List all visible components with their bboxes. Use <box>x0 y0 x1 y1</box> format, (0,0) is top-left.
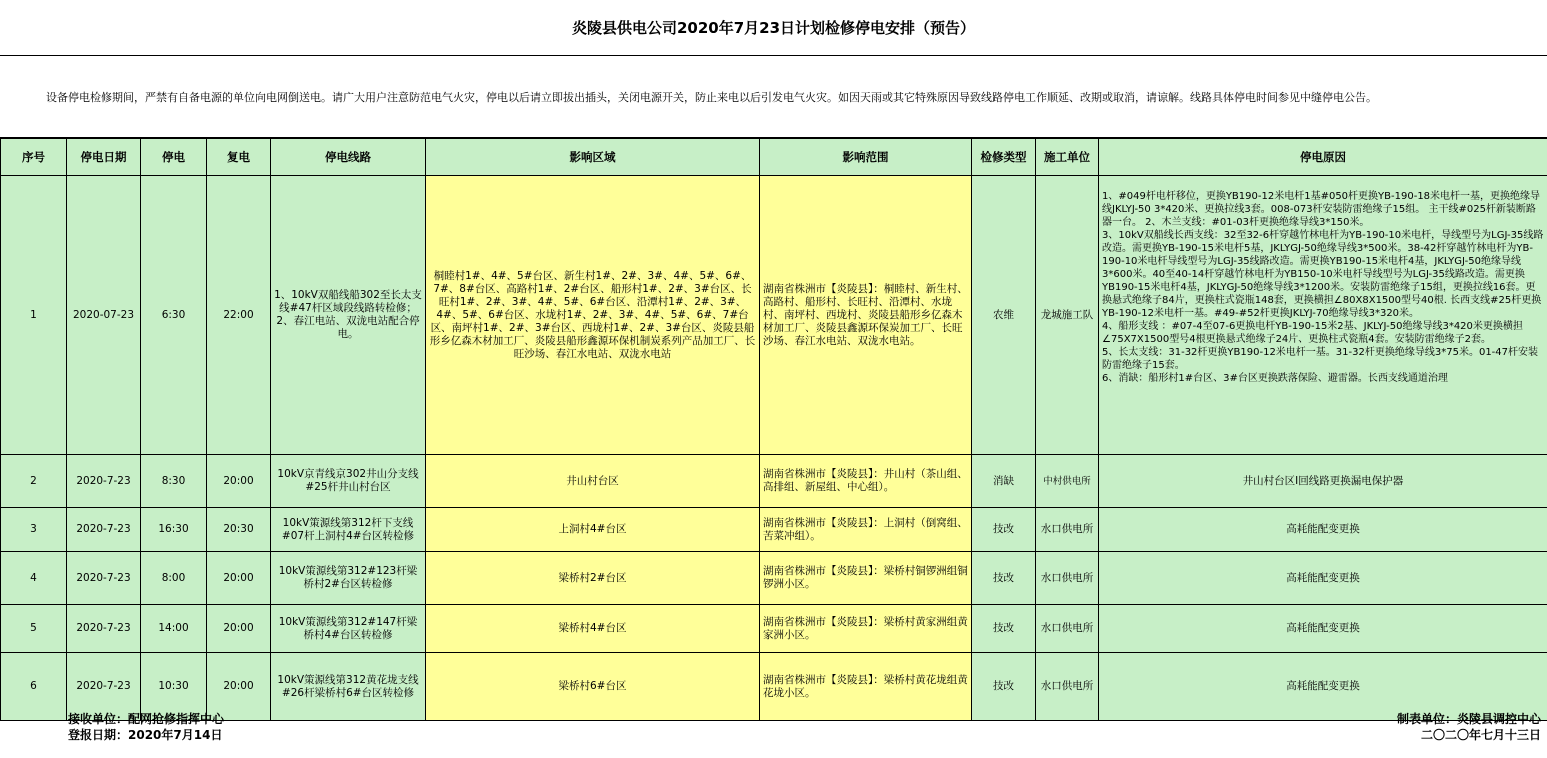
header-no: 序号 <box>1 139 67 176</box>
cell-line: 1、10kV双船线船302至长太支线#47杆区域段线路转检修；2、春江电站、双泷电站配合停电。 <box>271 176 426 455</box>
cell-no: 5 <box>1 605 67 653</box>
table-row <box>1 176 1547 455</box>
receiver-unit: 接收单位：配网抢修指挥中心 <box>68 712 225 726</box>
cell-area: 井山村台区 <box>426 455 760 508</box>
header-range: 影响范围 <box>760 139 972 176</box>
cell-on: 22:00 <box>207 176 271 455</box>
footer-left <box>68 711 224 743</box>
cell-unit: 水口供电所 <box>1036 552 1099 605</box>
footer-right <box>1397 711 1541 743</box>
cell-range: 湖南省株洲市【炎陵县】：井山村（茶山组、高排组、新屋组、中心组）。 <box>760 455 972 508</box>
cell-off: 16:30 <box>141 508 207 552</box>
table-header-row <box>1 139 1547 176</box>
cell-type: 消缺 <box>972 455 1036 508</box>
cell-unit: 水口供电所 <box>1036 508 1099 552</box>
table-row <box>1 552 1547 605</box>
cell-no: 2 <box>1 455 67 508</box>
cell-range: 湖南省株洲市【炎陵县】：梁桥村铜锣洲组铜锣洲小区。 <box>760 552 972 605</box>
cell-reason: 井山村台区I回线路更换漏电保护器 <box>1099 455 1547 508</box>
cell-type: 农维 <box>972 176 1036 455</box>
cell-off: 8:00 <box>141 552 207 605</box>
cell-unit: 水口供电所 <box>1036 653 1099 721</box>
cell-reason: 高耗能配变更换 <box>1099 653 1547 721</box>
cell-area: 梁桥村2#台区 <box>426 552 760 605</box>
cell-on: 20:00 <box>207 455 271 508</box>
header-off: 停电 <box>141 139 207 176</box>
cell-area: 梁桥村4#台区 <box>426 605 760 653</box>
cell-reason: 高耗能配变更换 <box>1099 508 1547 552</box>
cell-no: 4 <box>1 552 67 605</box>
cell-date: 2020-07-23 <box>67 176 141 455</box>
cell-type: 技改 <box>972 653 1036 721</box>
header-date: 停电日期 <box>67 139 141 176</box>
cell-date: 2020-7-23 <box>67 605 141 653</box>
cell-line: 10kV京青线京302井山分支线#25杆井山村台区 <box>271 455 426 508</box>
cell-line: 10kV策源线第312黄花垅支线#26杆梁桥村6#台区转检修 <box>271 653 426 721</box>
cell-area: 上洞村4#台区 <box>426 508 760 552</box>
table-row <box>1 605 1547 653</box>
cell-reason: 1、#049杆电杆移位，更换YB190-12米电杆1基#050杆更换YB-190-18米电杆一基，更换绝缘导线JKLYJ-50 3*420米、更换拉线3套。008-073杆安装防雷绝缘子15组。 主干线#025杆新装断路器一台。 2、木兰支线：#01-03杆更换绝缘导线3*150米。 3、10kV双船线长西支线：32至32-6杆穿越竹林电杆为YB-190-10米电杆，导线型号为LGJ-35线路改造。需更换YB-190-15米电杆5基，JKLYGJ-50绝缘导线3*500米。38-42杆穿越竹林电杆为YB-190-10米电杆导线型号为LGJ-35线路改造。需更换YB190-15米电杆4基，JKLYGJ-50绝缘导线3*600米。40至40-14杆穿越竹林电杆为YB150-10米电杆导线型号为LGJ-35线路改造。需更换YB190-15米电杆4基，JKLYGJ-50绝缘导线3*1200米。安装防雷绝缘子15组，更换拉线16套。更换悬式绝缘子84片，更换柱式瓷瓶148套，更换横担∠80X8X1500型号40根. 长西支线#25杆更换YB-190-12米电杆一基。#49-#52杆更换JKLYJ-70绝缘导线3*320米。 4、船形支线 ：#07-4至07-6更换电杆YB-190-15米2基、JKLYJ-50绝缘导线3*420米更换横担∠75X7X1500型号4根更换悬式绝缘子24片、更换柱式瓷瓶4套。安装防雷绝缘子2套。 5、长太支线：31-32杆更换YB190-12米电杆一基。31-32杆更换绝缘导线3*75米。01-47杆安装防雷绝缘子15套。 6、消缺：船形村1#台区、3#台区更换跌落保险、避雷器。长西支线通道治理 <box>1099 176 1547 455</box>
notice-text: 设备停电检修期间，严禁有自备电源的单位向电网倒送电。请广大用户注意防范电气火灾，停电以后请立即拔出插头，关闭电源开关，防止来电以后引发电气火灾。如因天雨或其它特殊原因导致线路停电工作顺延、改期或取消，请谅解。线路具体停电时间参见中缝停电公告。 <box>0 56 1547 138</box>
header-type: 检修类型 <box>972 139 1036 176</box>
cell-off: 8:30 <box>141 455 207 508</box>
cell-on: 20:30 <box>207 508 271 552</box>
cell-no: 3 <box>1 508 67 552</box>
page-title: 炎陵县供电公司2020年7月23日计划检修停电安排（预告） <box>0 0 1547 56</box>
cell-no: 6 <box>1 653 67 721</box>
cell-line: 10kV策源线第312#123杆梁桥村2#台区转检修 <box>271 552 426 605</box>
cell-date: 2020-7-23 <box>67 455 141 508</box>
header-on: 复电 <box>207 139 271 176</box>
cell-date: 2020-7-23 <box>67 508 141 552</box>
cell-line: 10kV策源线第312#147杆梁桥村4#台区转检修 <box>271 605 426 653</box>
header-area: 影响区域 <box>426 139 760 176</box>
cell-unit: 水口供电所 <box>1036 605 1099 653</box>
header-unit: 施工单位 <box>1036 139 1099 176</box>
cell-range: 湖南省株洲市【炎陵县】：上洞村（倒窝组、苦菜冲组）。 <box>760 508 972 552</box>
cell-area: 梁桥村6#台区 <box>426 653 760 721</box>
cell-range: 湖南省株洲市【炎陵县】：梁桥村黄家洲组黄家洲小区。 <box>760 605 972 653</box>
table-row <box>1 455 1547 508</box>
outage-table <box>0 138 1547 721</box>
made-date: 二〇二〇年七月十三日 <box>1420 728 1541 742</box>
cell-no: 1 <box>1 176 67 455</box>
cell-on: 20:00 <box>207 552 271 605</box>
cell-unit: 中村供电所 <box>1036 455 1099 508</box>
cell-type: 技改 <box>972 552 1036 605</box>
cell-date: 2020-7-23 <box>67 552 141 605</box>
report-date: 登报日期：2020年7月14日 <box>68 728 223 742</box>
cell-off: 6:30 <box>141 176 207 455</box>
footer <box>0 711 1547 758</box>
cell-type: 技改 <box>972 605 1036 653</box>
cell-range: 湖南省株洲市【炎陵县】：桐睦村、新生村、高路村、船形村、长旺村、沿潭村、水垅村、南坪村、西垅村、炎陵县船形乡亿森木材加工厂、炎陵县鑫源环保炭加工厂、长旺沙场、春江水电站、双泷水电站。 <box>760 176 972 455</box>
cell-reason: 高耗能配变更换 <box>1099 605 1547 653</box>
cell-area: 桐睦村1#、4#、5#台区、新生村1#、2#、3#、4#、5#、6#、7#、8#台区、高路村1#、2#台区、船形村1#、2#、3#台区、长旺村1#、2#、3#、4#、5#、6#台区、沿潭村1#、2#、3#、4#、5#、6#台区、水垅村1#、2#、3#、4#、5#、6#、7#台区、南坪村1#、2#、3#台区、西垅村1#、2#、3#台区、炎陵县船形乡亿森木材加工厂、炎陵县船形鑫源环保机制炭系列产品加工厂、长旺沙场、春江水电站、双泷水电站 <box>426 176 760 455</box>
header-line: 停电线路 <box>271 139 426 176</box>
cell-range: 湖南省株洲市【炎陵县】：梁桥村黄花垅组黄花垅小区。 <box>760 653 972 721</box>
cell-line: 10kV策源线第312杆下支线#07杆上洞村4#台区转检修 <box>271 508 426 552</box>
cell-off: 10:30 <box>141 653 207 721</box>
header-reason: 停电原因 <box>1099 139 1547 176</box>
cell-on: 20:00 <box>207 653 271 721</box>
cell-unit: 龙城施工队 <box>1036 176 1099 455</box>
cell-on: 20:00 <box>207 605 271 653</box>
cell-date: 2020-7-23 <box>67 653 141 721</box>
cell-type: 技改 <box>972 508 1036 552</box>
table-row <box>1 508 1547 552</box>
cell-reason: 高耗能配变更换 <box>1099 552 1547 605</box>
maker-unit: 制表单位：炎陵县调控中心 <box>1396 712 1541 726</box>
cell-off: 14:00 <box>141 605 207 653</box>
